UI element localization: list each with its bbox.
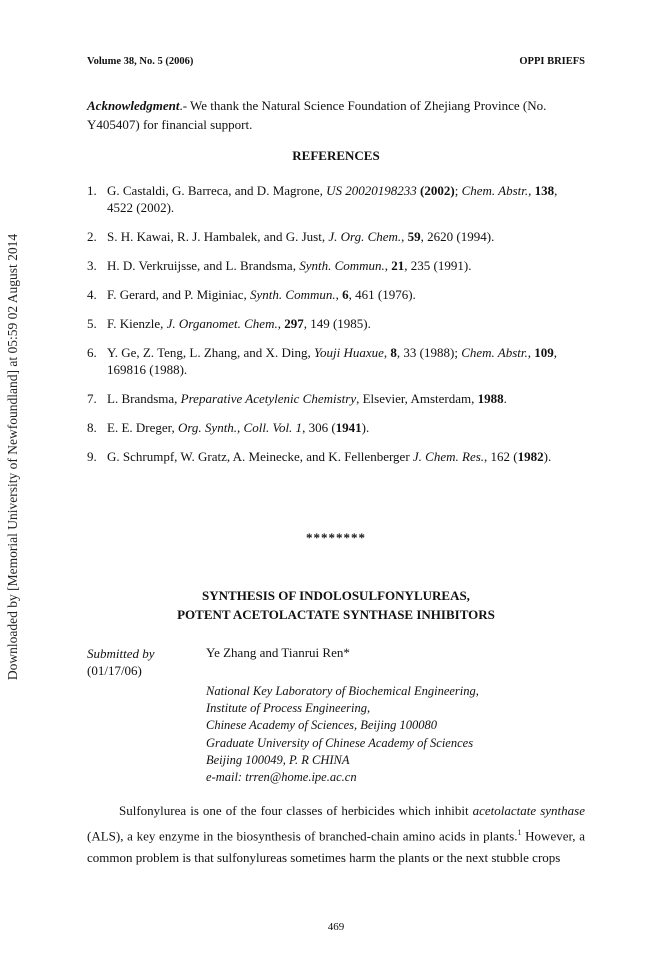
- reference-volume: 8: [390, 345, 397, 360]
- reference-pages: , 306 (: [302, 420, 336, 435]
- reference-volume: 138: [534, 183, 555, 198]
- affiliation-line: Graduate University of Chinese Academy of Sciences: [206, 735, 474, 750]
- reference-volume: 109: [534, 345, 554, 360]
- reference-end: ).: [543, 449, 552, 464]
- reference-authors: Y. Ge, Z. Teng, L. Zhang, and X. Ding,: [107, 345, 314, 360]
- reference-item: [87, 390, 585, 407]
- download-watermark: [6, 232, 20, 682]
- section-name: OPPI BRIEFS: [519, 56, 585, 67]
- reference-item: [87, 448, 585, 465]
- citation-superscript: 1: [517, 828, 522, 837]
- reference-authors: G. Castaldi, G. Barreca, and D. Magrone,: [107, 183, 327, 198]
- reference-sep: ,: [528, 183, 535, 198]
- body-text-run: However, a common problem is that sulfonylureas sometimes harm the plants or the next stubble crops: [87, 828, 585, 866]
- article-title: [87, 586, 585, 624]
- reference-journal: Chem. Abstr.: [461, 345, 528, 360]
- reference-sep: ,: [335, 287, 343, 302]
- reference-item: [87, 228, 585, 245]
- reference-journal: J. Org. Chem.: [328, 229, 402, 244]
- affiliation-line: Beijing 100049, P. R CHINA: [206, 752, 350, 767]
- reference-item: [87, 419, 585, 436]
- body-paragraph: [87, 800, 585, 869]
- reference-sep: ,: [527, 345, 535, 360]
- reference-authors: L. Brandsma,: [107, 391, 181, 406]
- body-text-run: (ALS), a key enzyme in the biosynthesis of branched-chain amino acids in plants.: [87, 828, 518, 844]
- reference-pages: , 461 (1976).: [348, 287, 416, 302]
- reference-year: 1982: [517, 449, 544, 464]
- reference-authors: F. Gerard, and P. Miginiac,: [107, 287, 251, 302]
- reference-year: 1941: [335, 420, 362, 435]
- affiliation-block: [206, 683, 479, 786]
- submitted-label: Submitted by: [87, 646, 155, 661]
- reference-sep: ,: [277, 316, 285, 331]
- reference-authors: F. Kienzle,: [107, 316, 167, 331]
- reference-number: 9.: [87, 449, 97, 464]
- reference-authors: S. H. Kawai, R. J. Hambalek, and G. Just,: [107, 229, 329, 244]
- acknowledgment: [87, 96, 557, 134]
- reference-book: Preparative Acetylenic Chemistry: [180, 391, 357, 406]
- reference-item: [87, 257, 585, 274]
- reference-number: 7.: [87, 391, 97, 406]
- references-heading: REFERENCES: [292, 148, 380, 163]
- reference-sep: ;: [454, 183, 462, 198]
- reference-number: 3.: [87, 258, 97, 273]
- reference-journal: Youji Huaxue: [313, 345, 384, 360]
- article-title-line2: POTENT ACETOLACTATE SYNTHASE INHIBITORS: [177, 607, 495, 622]
- reference-authors: H. D. Verkruijsse, and L. Brandsma,: [107, 258, 300, 273]
- reference-item: [87, 315, 585, 332]
- reference-publisher: , Elsevier, Amsterdam,: [356, 391, 478, 406]
- reference-sep: ,: [384, 258, 392, 273]
- acknowledgment-text: .- We thank the Natural Science Foundation of Zhejiang Province (No. Y405407) for financial support.: [87, 98, 547, 132]
- article-title-line1: SYNTHESIS OF INDOLOSULFONYLUREAS,: [202, 588, 470, 603]
- reference-pages: , 2620 (1994).: [420, 229, 495, 244]
- affiliation-line: National Key Laboratory of Biochemical Engineering,: [206, 684, 479, 698]
- reference-sep: ,: [401, 229, 408, 244]
- reference-item: [87, 344, 585, 378]
- reference-journal: Org. Synth., Coll. Vol. 1: [177, 420, 303, 435]
- reference-authors: E. E. Dreger,: [107, 420, 178, 435]
- affiliation-line: Chinese Academy of Sciences, Beijing 100080: [206, 718, 437, 733]
- reference-pages: , 4522 (2002).: [107, 183, 558, 215]
- reference-number: 6.: [87, 345, 97, 360]
- reference-year: 1988: [477, 391, 504, 406]
- reference-number: 2.: [87, 229, 97, 244]
- reference-volume: 297: [284, 316, 304, 331]
- reference-pages: , 162 (: [484, 449, 518, 464]
- reference-pages: , 169816 (1988).: [107, 345, 558, 377]
- reference-number: 5.: [87, 316, 97, 331]
- body-italic-term: acetolactate synthase: [472, 803, 585, 818]
- reference-item: [87, 286, 585, 303]
- volume-info: Volume 38, No. 5 (2006): [87, 56, 194, 67]
- download-watermark-text: Downloaded by [Memorial University of Newfoundland] at 05:59 02 August 2014: [5, 233, 20, 681]
- submitted-date: (01/17/06): [87, 663, 142, 678]
- reference-end: ).: [361, 420, 370, 435]
- page-number: 469: [327, 921, 345, 933]
- reference-sep: ,: [383, 345, 391, 360]
- acknowledgment-label: Acknowledgment: [87, 98, 180, 113]
- reference-number: 1.: [87, 183, 97, 198]
- reference-journal: J. Chem. Res.: [412, 449, 485, 464]
- reference-number: 8.: [87, 420, 97, 435]
- reference-pages: , 33 (1988);: [396, 345, 462, 360]
- reference-year: (2002): [416, 183, 455, 198]
- reference-journal: J. Organomet. Chem.: [166, 316, 278, 331]
- reference-list: [87, 182, 585, 477]
- reference-journal: Synth. Commun.: [299, 258, 385, 273]
- author-names: Ye Zhang and Tianrui Ren*: [206, 645, 350, 660]
- submitted-block: [87, 645, 155, 679]
- section-separator: ********: [306, 530, 366, 545]
- reference-item: [87, 182, 585, 216]
- reference-patent: US 20020198233: [326, 183, 417, 198]
- reference-journal: Chem. Abstr.: [461, 183, 529, 198]
- reference-volume: 21: [391, 258, 405, 273]
- body-text-run: Sulfonylurea is one of the four classes of herbicides which inhibit: [119, 803, 473, 818]
- reference-number: 4.: [87, 287, 97, 302]
- reference-pages: , 149 (1985).: [303, 316, 371, 331]
- reference-authors: G. Schrumpf, W. Gratz, A. Meinecke, and K. Fellenberger: [107, 449, 413, 464]
- reference-pages: , 235 (1991).: [404, 258, 472, 273]
- reference-volume: 59: [407, 229, 421, 244]
- author-email: e-mail: trren@home.ipe.ac.cn: [206, 770, 357, 785]
- reference-journal: Synth. Commun.: [250, 287, 336, 302]
- running-header: [87, 56, 585, 70]
- reference-end: .: [503, 391, 507, 406]
- affiliation-line: Institute of Process Engineering,: [206, 701, 371, 716]
- reference-volume: 6: [342, 287, 349, 302]
